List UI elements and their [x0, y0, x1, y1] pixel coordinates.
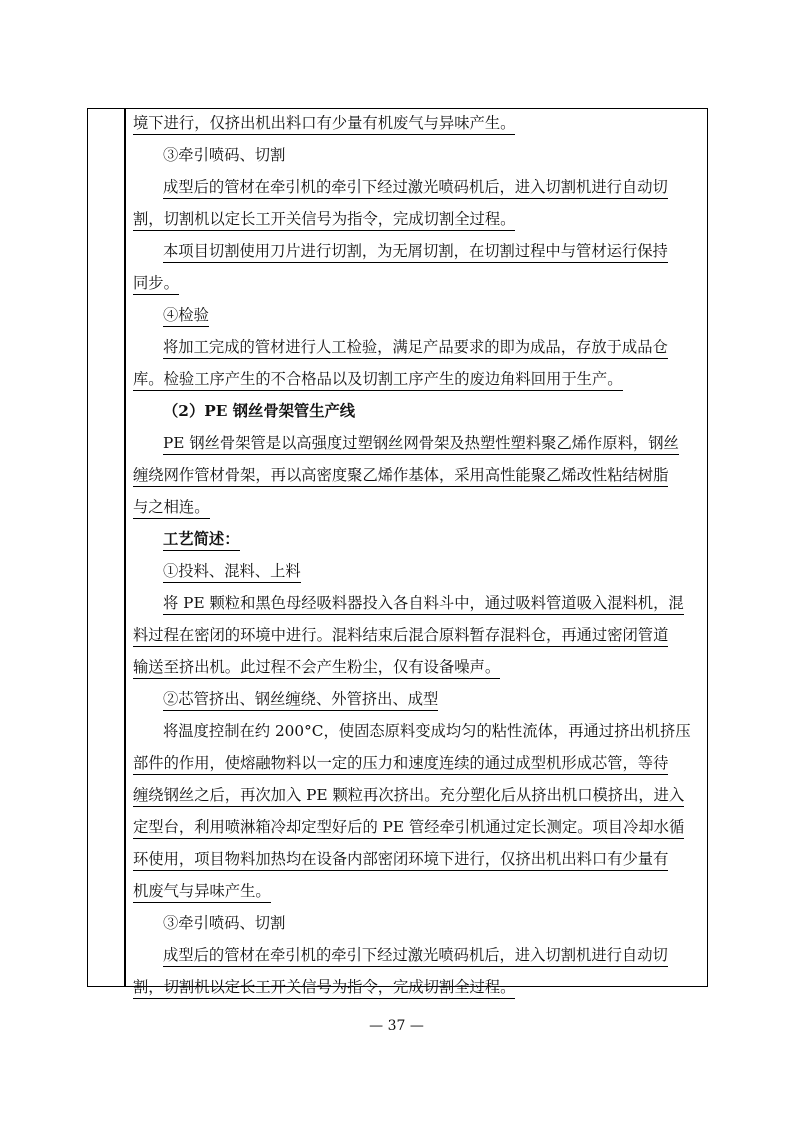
text-line: 环使用，项目物料加热均在设备内部密闭环境下进行，仅挤出机出料口有少量有	[133, 849, 668, 871]
text-line: 成型后的管材在牵引机的牵引下经过激光喷码机后，进入切割机进行自动切	[163, 945, 668, 967]
text-line: 与之相连。	[133, 497, 210, 519]
text-line: 机废气与异味产生。	[133, 881, 271, 903]
subsection-heading: 工艺简述：	[163, 529, 240, 551]
subheading: ③牵引喷码、切割	[163, 146, 286, 164]
text-line: 割，切割机以定长工开关信号为指令，完成切割全过程。	[133, 209, 515, 231]
text-line: 境下进行，仅挤出机出料口有少量有机废气与异味产生。	[133, 113, 515, 135]
subheading: ④检验	[163, 305, 209, 327]
text-line: PE 钢丝骨架管是以高强度过塑钢丝网骨架及热塑性塑料聚乙烯作原料，钢丝	[163, 433, 679, 455]
text-line: 同步。	[133, 273, 179, 295]
text-line: 将温度控制在约 200°C，使固态原料变成均匀的粘性流体，再通过挤出机挤压	[163, 722, 691, 740]
text-line: 将加工完成的管材进行人工检验，满足产品要求的即为成品，存放于成品仓	[163, 337, 668, 359]
text-line: 料过程在密闭的环境中进行。混料结束后混合原料暂存混料仓，再通过密闭管道	[133, 625, 668, 647]
text-line: 缠绕网作管材骨架，再以高密度聚乙烯作基体，采用高性能聚乙烯改性粘结树脂	[133, 465, 668, 487]
text-line: 本项目切割使用刀片进行切割，为无屑切割，在切割过程中与管材运行保持	[163, 241, 668, 263]
text-line: 部件的作用，使熔融物料以一定的压力和速度连续的通过成型机形成芯管，等待	[133, 753, 668, 775]
column-divider	[124, 108, 126, 987]
text-line: 库。检验工序产生的不合格品以及切割工序产生的废边角料回用于生产。	[133, 369, 623, 391]
text-line: 定型台，利用喷淋箱冷却定型好后的 PE 管经牵引机通过定长测定。项目冷却水循	[133, 817, 684, 839]
page-number: — 37 —	[369, 1018, 424, 1034]
section-heading: （2）PE 钢丝骨架管生产线	[163, 402, 356, 420]
text-line: 输送至挤出机。此过程不会产生粉尘，仅有设备噪声。	[133, 657, 500, 679]
text-line: 成型后的管材在牵引机的牵引下经过激光喷码机后，进入切割机进行自动切	[163, 177, 668, 199]
text-line: 割，切割机以定长工开关信号为指令，完成切割全过程。	[133, 977, 515, 999]
text-line: 将 PE 颗粒和黑色母经吸料器投入各自料斗中，通过吸料管道吸入混料机，混	[163, 593, 684, 615]
text-line: 缠绕钢丝之后，再次加入 PE 颗粒再次挤出。充分塑化后从挤出机口模挤出，进入	[133, 785, 684, 807]
subheading: ③牵引喷码、切割	[163, 914, 286, 932]
subheading: ②芯管挤出、钢丝缠绕、外管挤出、成型	[163, 689, 438, 711]
subheading: ①投料、混料、上料	[163, 561, 301, 583]
